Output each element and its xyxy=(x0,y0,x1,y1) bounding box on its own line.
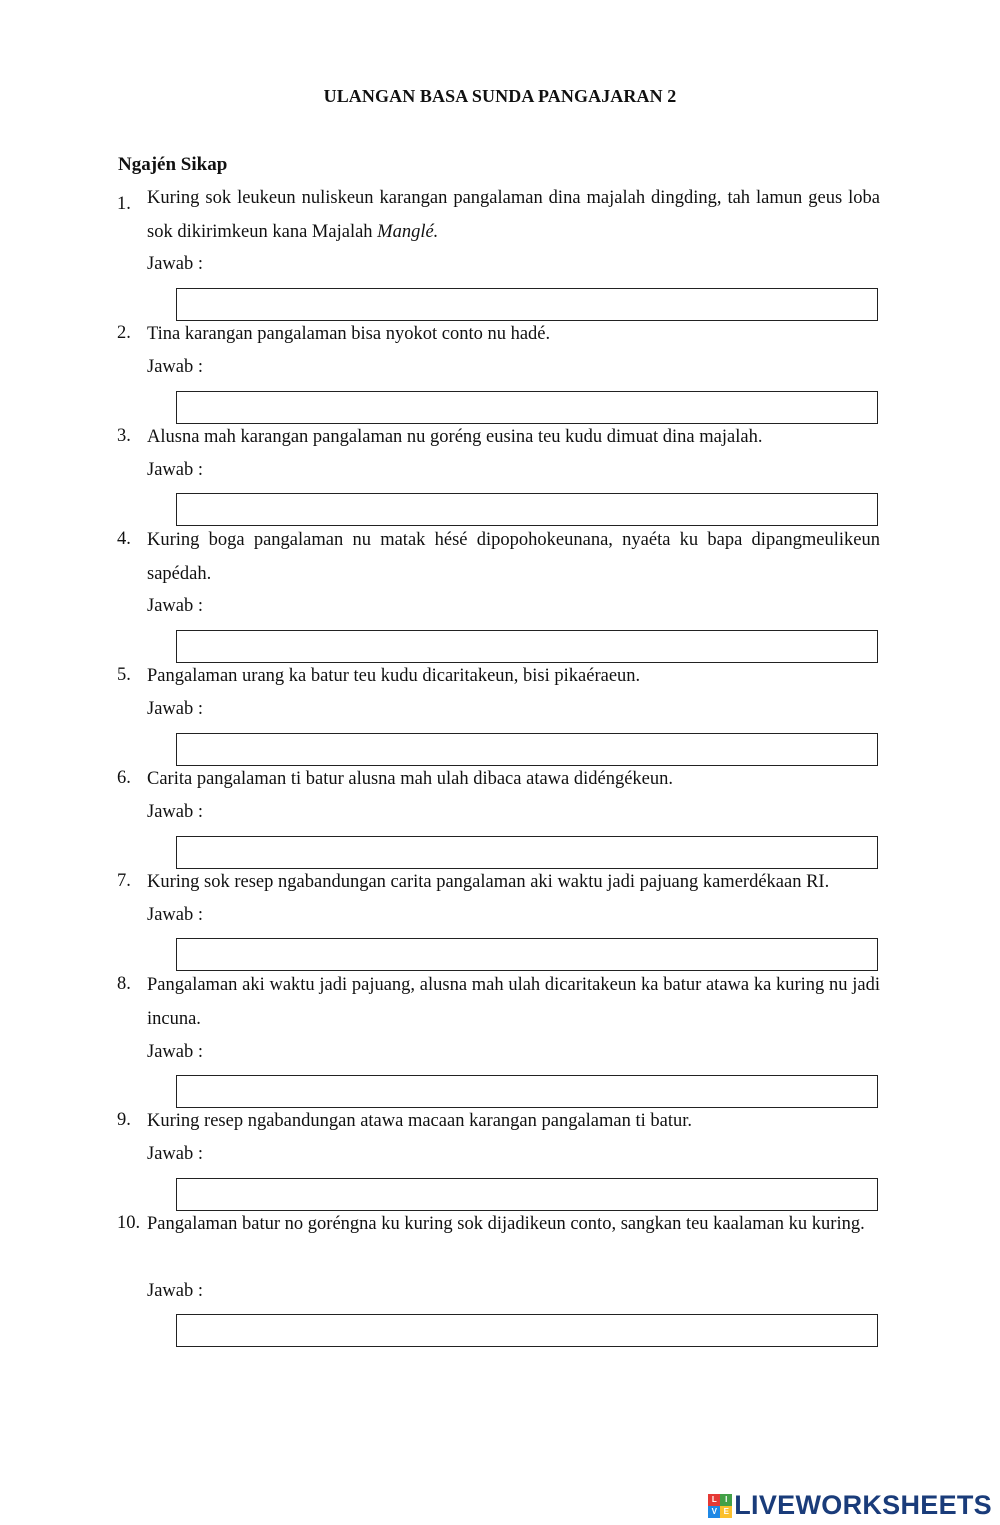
answer-input-10[interactable] xyxy=(176,1314,878,1347)
question-number: 4. xyxy=(117,529,131,549)
answer-label: Jawab : xyxy=(147,1042,203,1062)
section-heading: Ngajén Sikap xyxy=(118,154,228,175)
answer-label: Jawab : xyxy=(147,460,203,480)
answer-label: Jawab : xyxy=(147,357,203,377)
answer-input-3[interactable] xyxy=(176,493,878,526)
question-number: 7. xyxy=(117,871,131,891)
worksheet-title: ULANGAN BASA SUNDA PANGAJARAN 2 xyxy=(323,86,677,106)
question-text xyxy=(147,181,880,249)
question-number: 9. xyxy=(117,1110,131,1130)
logo-mark-letter: I xyxy=(720,1494,732,1506)
answer-label: Jawab : xyxy=(147,1144,203,1164)
question-text: Pangalaman batur no goréngna ku kuring sok dijadikeun conto, sangkan teu kaalaman ku kuring. xyxy=(147,1214,865,1234)
question-text: Tina karangan pangalaman bisa nyokot conto nu hadé. xyxy=(147,324,551,344)
answer-label: Jawab : xyxy=(147,699,203,719)
logo-text: LIVEWORKSHEETS xyxy=(734,1490,992,1520)
question-number: 2. xyxy=(117,323,131,343)
question-text: Kuring resep ngabandungan atawa macaan karangan pangalaman ti batur. xyxy=(147,1111,693,1131)
logo-mark-letter: V xyxy=(708,1506,720,1518)
question-number: 10. xyxy=(117,1213,141,1233)
question-number: 3. xyxy=(117,426,131,446)
answer-label: Jawab : xyxy=(147,905,203,925)
answer-label: Jawab : xyxy=(147,802,203,822)
question-number: 5. xyxy=(117,665,131,685)
question-text: Carita pangalaman ti batur alusna mah ulah dibaca atawa didéngékeun. xyxy=(147,769,674,789)
answer-label: Jawab : xyxy=(147,596,203,616)
question-text: Kuring sok resep ngabandungan carita pangalaman aki waktu jadi pajuang kamerdékaan RI. xyxy=(147,872,830,892)
answer-label: Jawab : xyxy=(147,1281,203,1301)
liveworksheets-logo xyxy=(708,1490,992,1521)
question-text: Kuring boga pangalaman nu matak hésé dipopohokeunana, nyaéta ku bapa dipangmeulikeun sapédah. xyxy=(147,530,880,584)
question-text-italic: Manglé. xyxy=(377,222,439,242)
logo-mark-icon xyxy=(708,1494,732,1518)
question-text-main: Kuring sok leukeun nuliskeun karangan pangalaman dina majalah dingding, tah lamun geus loba sok dikirimkeun kana Majalah xyxy=(147,188,880,242)
question-number: 8. xyxy=(117,974,131,994)
logo-mark-letter: L xyxy=(708,1494,720,1506)
question-text: Pangalaman aki waktu jadi pajuang, alusna mah ulah dicaritakeun ka batur atawa ka kuring nu jadi incuna. xyxy=(147,975,880,1029)
question-number: 1. xyxy=(117,194,131,214)
answer-input-7[interactable] xyxy=(176,938,878,971)
answer-label: Jawab : xyxy=(147,254,203,274)
question-number: 6. xyxy=(117,768,131,788)
question-text: Alusna mah karangan pangalaman nu goréng eusina teu kudu dimuat dina majalah. xyxy=(147,427,763,447)
logo-mark-letter: E xyxy=(720,1506,732,1518)
question-text: Pangalaman urang ka batur teu kudu dicaritakeun, bisi pikaéraeun. xyxy=(147,666,641,686)
